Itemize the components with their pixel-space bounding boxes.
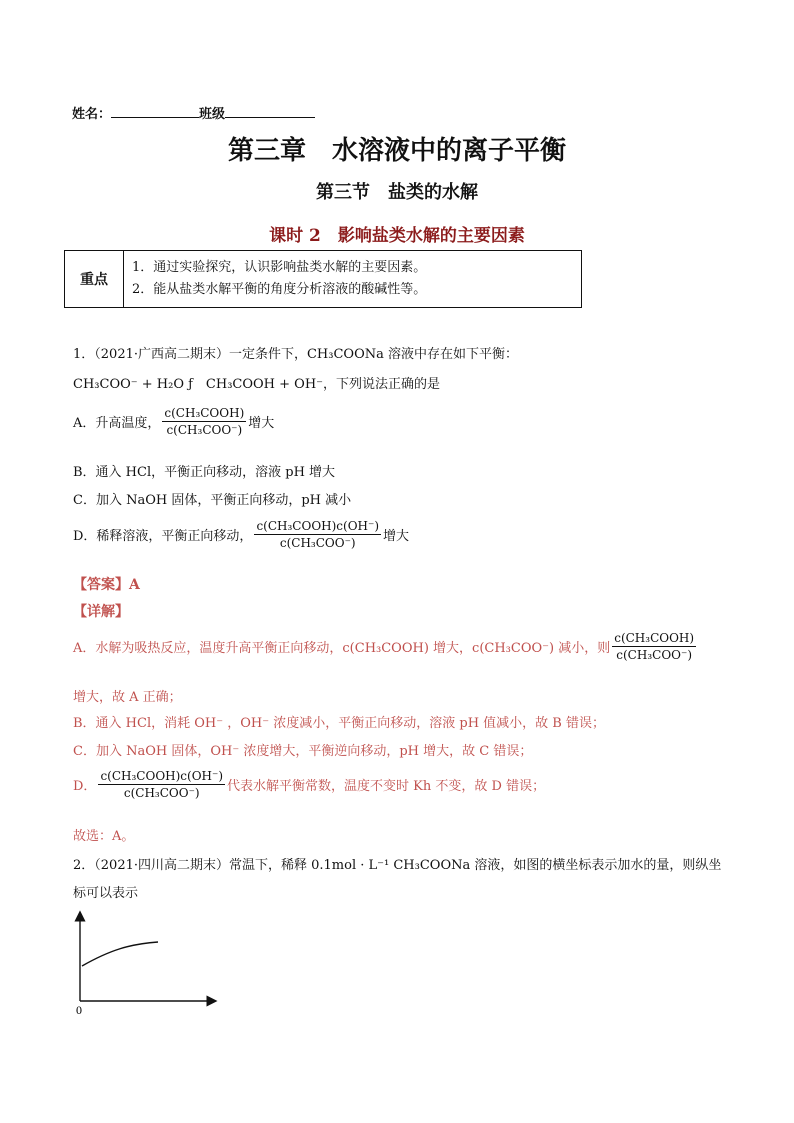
q1-option-c: C．加入 NaOH 固体，平衡正向移动，pH 减小: [73, 493, 352, 508]
fraction-denominator: c(CH₃COO⁻): [166, 423, 243, 437]
fraction-d: [254, 518, 381, 551]
fraction-numerator: c(CH₃COOH)c(OH⁻): [256, 519, 380, 533]
origin-label: 0: [76, 1003, 82, 1017]
detail-a-text: A．水解为吸热反应，温度升高平衡正向移动，c(CH₃COOH) 增大，c(CH₃COO⁻) 减小，则: [73, 641, 611, 656]
name-class-line: [72, 103, 315, 122]
q2-graph: [70, 910, 220, 1020]
q1-detail-a-cont: 增大，故 A 正确；: [73, 690, 182, 705]
fraction-denominator: c(CH₃COO⁻): [123, 786, 200, 800]
graph-curve: [82, 942, 158, 966]
key-point-item: 2．能从盐类水解平衡的角度分析溶液的酸碱性等。: [132, 282, 427, 297]
q1-option-b: B．通入 HCl，平衡正向移动，溶液 pH 增大: [73, 465, 336, 480]
option-a-prefix: A．升高温度，: [73, 416, 161, 431]
fraction-detail-d: [98, 768, 225, 801]
name-label: 姓名：: [72, 107, 112, 122]
q1-detail-b: B．通入 HCl，消耗 OH⁻ ，OH⁻ 浓度减小，平衡正向移动，溶液 pH 值减小，故 B 错误；: [73, 716, 605, 731]
option-d-suffix: 增大: [383, 529, 410, 544]
fraction-numerator: c(CH₃COOH): [614, 631, 695, 645]
q1-answer: 【答案】A: [73, 577, 140, 593]
section-title: 第三节 盐类的水解: [316, 182, 478, 203]
q1-option-a: [73, 405, 274, 438]
fraction-numerator: c(CH₃COOH): [164, 406, 245, 420]
key-point-item: 1．通过实验探究，认识影响盐类水解的主要因素。: [132, 260, 427, 275]
q2-stem-line1: 2．（2021·四川高二期末）常温下，稀释 0.1mol · L⁻¹ CH₃COONa 溶液，如图的横坐标表示加水的量，则纵坐: [73, 858, 722, 873]
q1-equation: CH₃COO⁻ + H₂O ƒ CH₃COOH + OH⁻，下列说法正确的是: [73, 377, 441, 392]
fraction-numerator: c(CH₃COOH)c(OH⁻): [100, 769, 224, 783]
fraction-denominator: c(CH₃COO⁻): [279, 536, 356, 550]
detail-d-prefix: D．: [73, 779, 97, 794]
q1-conclusion: 故选：A。: [73, 829, 135, 844]
option-a-suffix: 增大: [248, 416, 275, 431]
detail-d-suffix: 代表水解平衡常数，温度不变时 Kh 不变，故 D 错误；: [227, 779, 546, 794]
q2-stem-line2: 标可以表示: [73, 886, 139, 901]
chapter-title: 第三章 水溶液中的离子平衡: [227, 136, 566, 166]
class-label: 班级: [199, 107, 226, 122]
key-points-content: [124, 251, 582, 308]
fraction-a: [162, 405, 246, 438]
fraction-detail-a: [612, 630, 696, 663]
q1-detail-label: 【详解】: [73, 604, 129, 620]
class-blank: [225, 117, 315, 118]
q1-detail-a: [73, 630, 698, 663]
q1-stem: 1．（2021·广西高二期末）一定条件下，CH₃COONa 溶液中存在如下平衡：: [73, 347, 519, 362]
q1-detail-d: [73, 768, 545, 801]
lesson-title: 课时 2 影响盐类水解的主要因素: [269, 226, 525, 246]
key-points-table: [64, 250, 582, 308]
name-blank: [111, 117, 199, 118]
key-points-label: 重点: [65, 251, 124, 308]
option-d-prefix: D．稀释溶液，平衡正向移动，: [73, 529, 253, 544]
q1-option-d: [73, 518, 409, 551]
fraction-denominator: c(CH₃COO⁻): [616, 648, 693, 662]
q1-detail-c: C．加入 NaOH 固体，OH⁻ 浓度增大，平衡逆向移动，pH 增大，故 C 错误；: [73, 744, 533, 759]
